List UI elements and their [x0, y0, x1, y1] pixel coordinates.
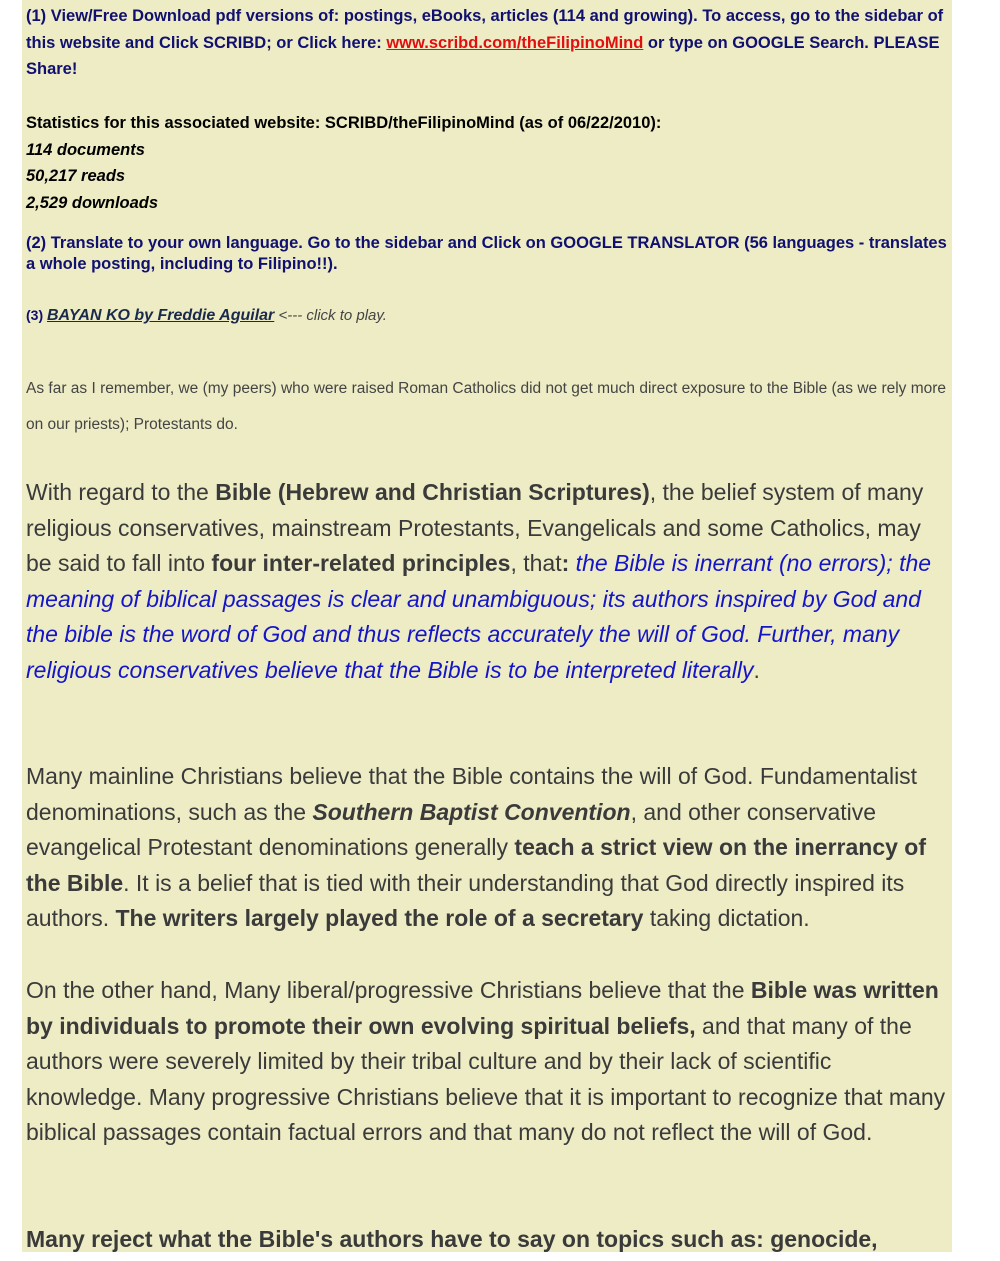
text: , and other conservative evangelical Protestant denominations generally [26, 798, 877, 860]
song-hint: <--- click to play. [274, 307, 387, 324]
text: With regard to the [26, 479, 216, 505]
text: , the belief system of many religious conservatives, mainstream Protestants, Evangelicals and some Catholics, may be said to fall into [26, 479, 924, 576]
text: and that many of the authors were severely limited by their tribal culture and by their lack of scientific knowledge. Many progressive Christians believe that it is important to recognize that many biblical passages contain factual errors and that many do not reflect the will of God. [26, 1012, 946, 1145]
bold-text: Bible (Hebrew and Christian Scriptures) [215, 479, 650, 505]
paragraph-reject-topics [26, 1222, 948, 1252]
statistics-block [26, 110, 948, 216]
text: On the other hand, Many liberal/progressive Christians believe that the [26, 977, 751, 1003]
statistics-heading: Statistics for this associated website: SCRIBD/theFilipinoMind (as of 06/22/2010): [26, 114, 662, 132]
stat-documents: 114 documents [26, 140, 145, 159]
bold-text: Many reject what the Bible's authors have to say on topics such as: genocide, [26, 1226, 878, 1252]
text: , that [510, 550, 562, 576]
text: . It is a belief that is tied with their understanding that God directly inspired its authors. [26, 869, 905, 931]
text: . [753, 656, 760, 683]
bold-text: : [561, 550, 570, 576]
notice-text-2: or type on GOOGLE Search. PLEASE Share! [26, 33, 940, 78]
stat-reads: 50,217 reads [26, 167, 126, 185]
text: Many mainline Christians believe that the Bible contains the will of God. Fundamentalist denominations, such as the [26, 763, 918, 825]
download-notice [26, 3, 948, 83]
text: taking dictation. [643, 905, 810, 931]
scribd-link[interactable]: www.scribd.com/theFilipinoMind [386, 33, 644, 52]
intro-paragraph: As far as I remember, we (my peers) who were raised Roman Catholics did not get much direct exposure to the Bible (as we rely more on our priests); Protestants do. [26, 380, 947, 433]
paragraph-mainline-christians [26, 759, 948, 937]
content-panel [22, 0, 952, 1252]
song-link[interactable]: BAYAN KO by Freddie Aguilar [47, 307, 275, 324]
bold-text: Bible was written by individuals to promote their own evolving spiritual beliefs, [26, 977, 939, 1039]
stat-downloads: 2,529 downloads [26, 193, 159, 212]
paragraph-progressive-christians [26, 973, 948, 1151]
paragraph-bible-principles [26, 475, 948, 688]
notice-text-1: (1) View/Free Download pdf versions of: postings, eBooks, articles (114 and growing). To access, go to the sidebar of this website and Click SCRIBD; or Click here: [26, 7, 944, 52]
bold-text: four inter-related principles [211, 550, 511, 576]
quoted-principles: the Bible is inerrant (no errors); the meaning of biblical passages is clear and unambiguous; its authors inspired by God and the bible is the word of God and thus reflects accurately the will of God. Further, many religious conservatives believe that the Bible is to be interpreted literally [26, 550, 932, 683]
bold-text: The writers largely played the role of a secretary [115, 905, 644, 931]
song-line [26, 307, 948, 325]
song-number: (3) [26, 307, 47, 323]
bold-text: teach a strict view on the inerrancy of the Bible [26, 834, 926, 896]
translate-notice: (2) Translate to your own language. Go to the sidebar and Click on GOOGLE TRANSLATOR (56 languages - translates a whole posting, including to Filipino!!). [26, 234, 947, 273]
bold-italic-text: Southern Baptist Convention [312, 798, 631, 825]
